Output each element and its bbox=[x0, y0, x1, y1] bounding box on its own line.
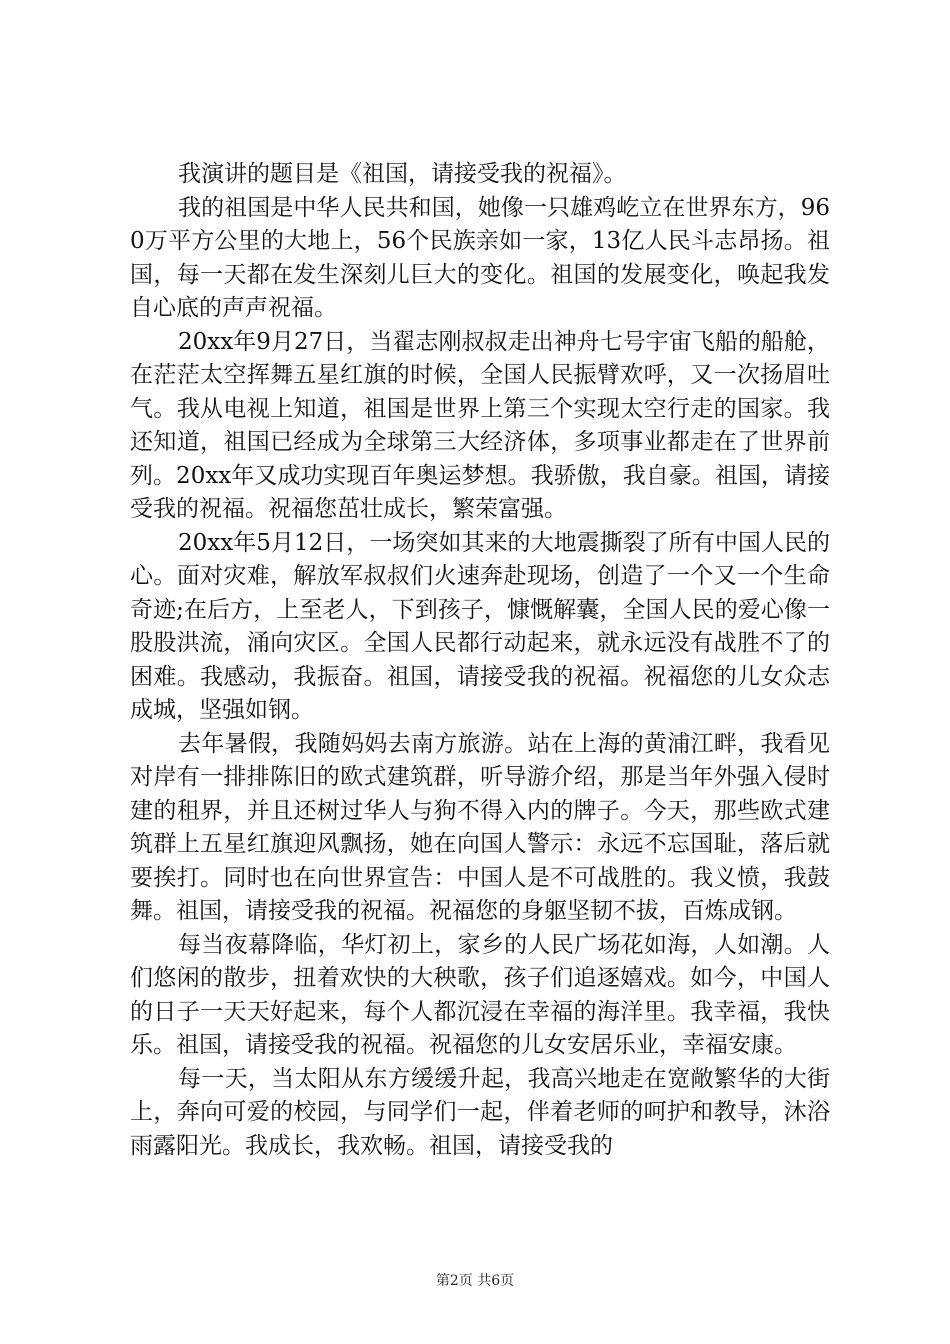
paragraph-hometown-square: 每当夜幕降临，华灯初上，家乡的人民广场花如海，人如潮。人们悠闲的散步，扭着欢快的大秧歌，孩子们追逐嬉戏。如今，中国人的日子一天天好起来，每个人都沉浸在幸福的海洋里。我幸福，我快乐。祖国，请接受我的祝福。祝福您的儿女安居乐业，幸福安康。 bbox=[130, 931, 830, 1058]
paragraph-spacewalk: 20xx年9月27日，当翟志刚叔叔走出神舟七号宇宙飞船的船舱，在茫茫太空挥舞五星红旗的时候，全国人民振臂欢呼，又一次扬眉吐气。我从电视上知道，祖国是世界上第三个实现太空行走的国家。我还知道，祖国已经成为全球第三大经济体，多项事业都走在了世界前列。20xx年又成功实现百年奥运梦想。我骄傲，我自豪。祖国，请接受我的祝福。祝福您茁壮成长，繁荣富强。 bbox=[130, 328, 830, 522]
paragraph-every-day: 每一天，当太阳从东方缓缓升起，我高兴地走在宽敞繁华的大街上，奔向可爱的校园，与同学们一起，伴着老师的呵护和教导，沐浴雨露阳光。我成长，我欢畅。祖国，请接受我的 bbox=[130, 1065, 830, 1159]
document-body bbox=[130, 158, 830, 1163]
paragraph-shanghai-trip: 去年暑假，我随妈妈去南方旅游。站在上海的黄浦江畔，我看见对岸有一排排陈旧的欧式建筑群，听导游介绍，那是当年外强入侵时建的租界，并且还树过华人与狗不得入内的牌子。今天，那些欧式建筑群上五星红旗迎风飘扬，她在向国人警示：永远不忘国耻，落后就要挨打。同时也在向世界宣告：中国人是不可战胜的。我义愤，我鼓舞。祖国，请接受我的祝福。祝福您的身躯坚韧不拔，百炼成钢。 bbox=[130, 730, 830, 924]
paragraph-earthquake: 20xx年5月12日，一场突如其来的大地震撕裂了所有中国人民的心。面对灾难，解放军叔叔们火速奔赴现场，创造了一个又一个生命奇迹;在后方，上至老人，下到孩子，慷慨解囊，全国人民的爱心像一股股洪流，涌向灾区。全国人民都行动起来，就永远没有战胜不了的困难。我感动，我振奋。祖国，请接受我的祝福。祝福您的儿女众志成城，坚强如钢。 bbox=[130, 529, 830, 723]
page-footer: 第2页 共6页 bbox=[435, 1273, 515, 1289]
paragraph-speech-title: 我演讲的题目是《祖国，请接受我的祝福》。 bbox=[178, 161, 627, 187]
paragraph-motherland-intro: 我的祖国是中华人民共和国，她像一只雄鸡屹立在世界东方，960万平方公里的大地上，56个民族亲如一家，13亿人民斗志昂扬。祖国，每一天都在发生深刻儿巨大的变化。祖国的发展变化，唤起我发自心底的声声祝福。 bbox=[130, 194, 830, 321]
